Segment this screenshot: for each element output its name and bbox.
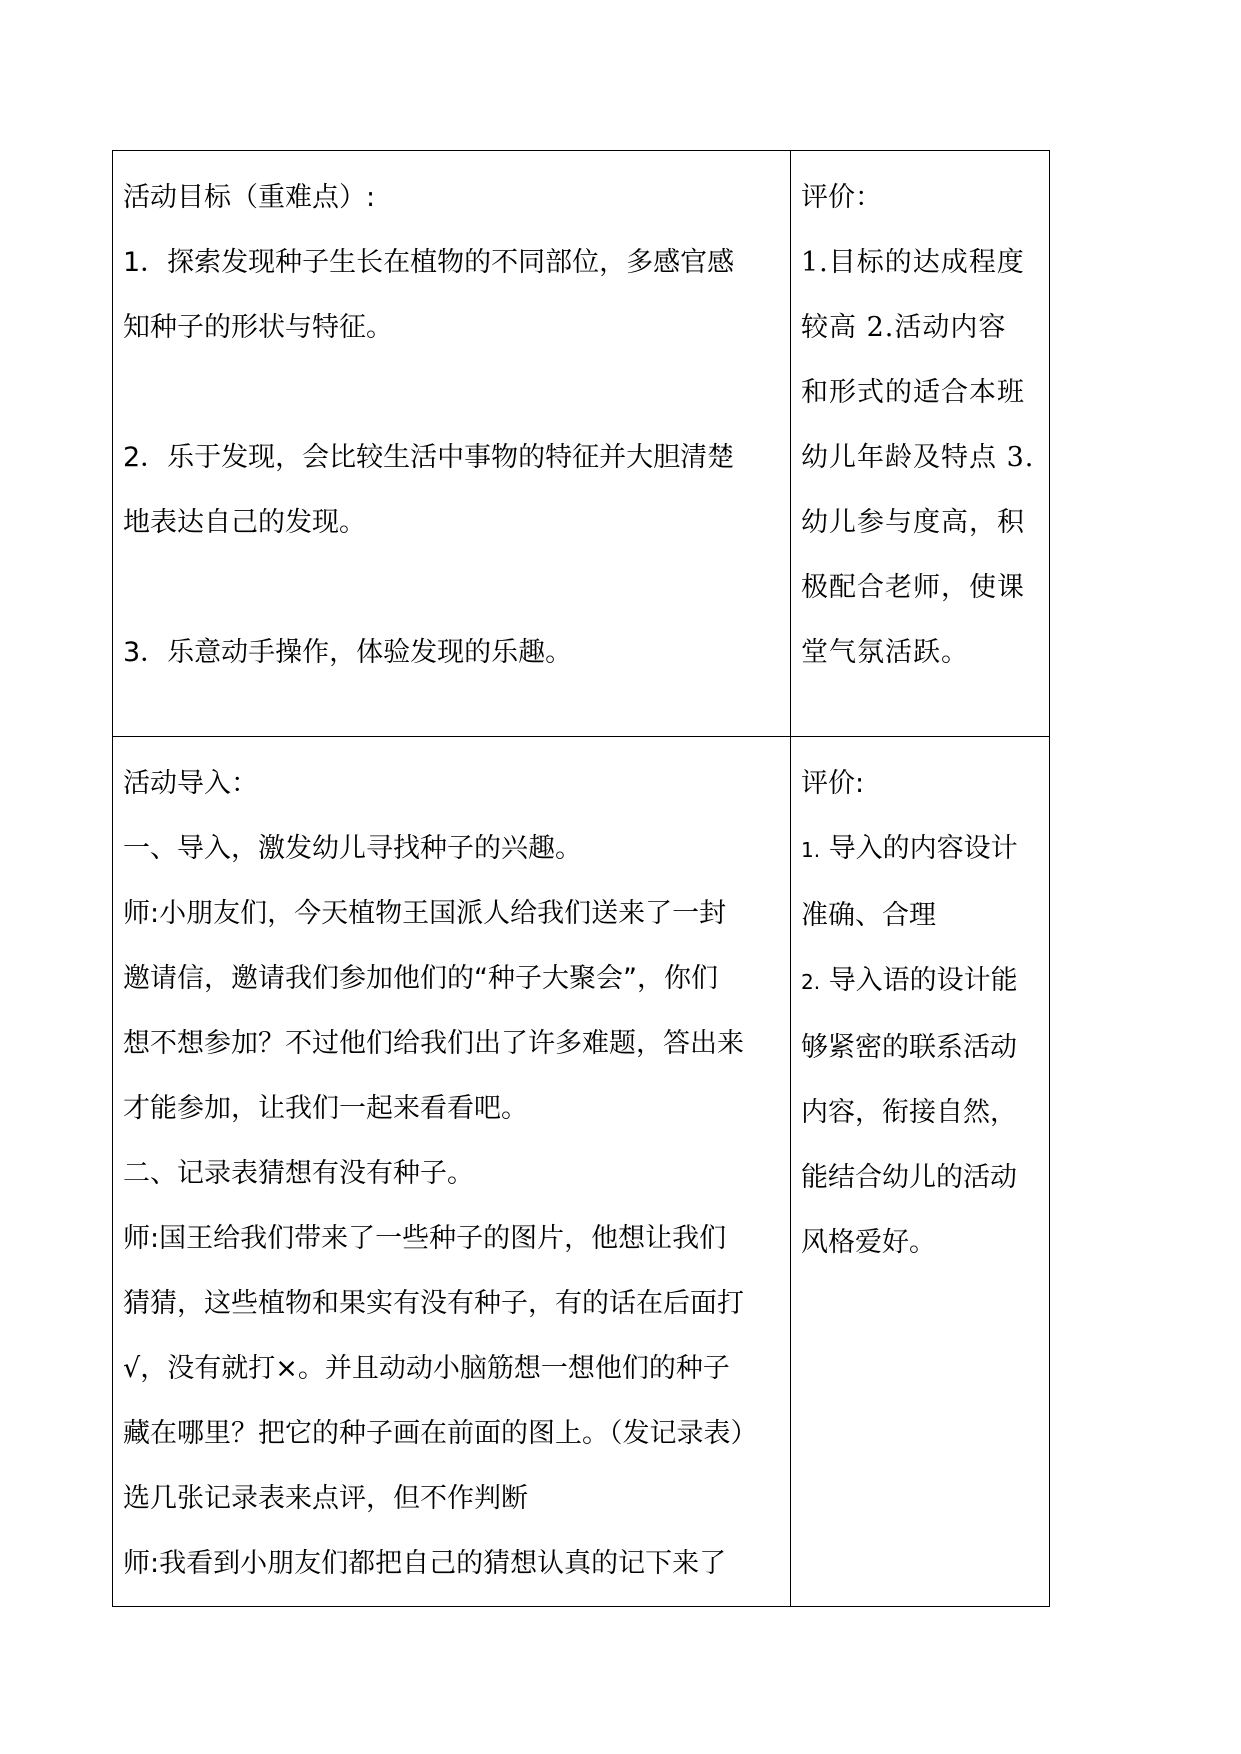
introduction-title: 活动导入： [123, 768, 258, 799]
evaluation-line: 内容，衔接自然， [801, 1097, 1017, 1128]
evaluation-item-number: 2. [801, 970, 821, 994]
introduction-line: 选几张记录表来点评，但不作判断 [123, 1483, 528, 1514]
lesson-plan-table [112, 150, 1050, 1607]
evaluation-title: 评价: [801, 768, 865, 799]
evaluation-item-text: 导入的内容设计 [828, 833, 1018, 864]
evaluation-line: 幼儿年龄及特点 3. [801, 442, 1035, 473]
evaluation-line: 风格爱好。 [801, 1227, 936, 1258]
evaluation-item-number: 1. [801, 838, 821, 862]
spacer [123, 555, 780, 620]
goal-3-line: 3．乐意动手操作，体验发现的乐趣。 [123, 637, 573, 668]
evaluation-line: 够紧密的联系活动 [801, 1032, 1017, 1063]
introduction-line: 想不想参加？不过他们给我们出了许多难题，答出来 [123, 1028, 744, 1059]
goal-1-line-2: 知种子的形状与特征。 [123, 312, 393, 343]
evaluation-line: 堂气氛活跃。 [801, 637, 969, 668]
introduction-line: 师:国王给我们带来了一些种子的图片，他想让我们 [123, 1223, 727, 1254]
goal-2-line-1: 2．乐于发现，会比较生活中事物的特征并大胆清楚 [123, 442, 735, 473]
introduction-line: 邀请信，邀请我们参加他们的“种子大聚会”，你们 [123, 963, 718, 994]
objectives-evaluation-cell [791, 151, 1050, 737]
evaluation-title: 评价： [801, 182, 882, 213]
evaluation-line: 准确、合理 [801, 900, 936, 931]
objectives-cell [113, 151, 791, 737]
evaluation-item-1 [801, 816, 1039, 883]
evaluation-line: 能结合幼儿的活动 [801, 1162, 1017, 1193]
evaluation-line: 较高 2.活动内容 [801, 312, 1007, 343]
introduction-line: 二、记录表猜想有没有种子。 [123, 1158, 474, 1189]
introduction-line: √，没有就打×。并且动动小脑筋想一想他们的种子 [123, 1353, 730, 1384]
evaluation-line: 极配合老师，使课 [801, 572, 1025, 603]
spacer [123, 360, 780, 425]
objectives-title: 活动目标（重难点）: [123, 182, 376, 213]
introduction-line: 藏在哪里？把它的种子画在前面的图上。（发记录表） [123, 1418, 758, 1449]
evaluation-item-text: 导入语的设计能 [828, 965, 1018, 996]
table-row-introduction [113, 737, 1050, 1607]
introduction-cell [113, 737, 791, 1607]
introduction-line: 师:我看到小朋友们都把自己的猜想认真的记下来了 [123, 1548, 727, 1579]
goal-1-line-1: 1．探索发现种子生长在植物的不同部位，多感官感 [123, 247, 735, 278]
evaluation-line: 1.目标的达成程度 [801, 247, 1025, 278]
introduction-line: 猜猜，这些植物和果实有没有种子，有的话在后面打 [123, 1288, 744, 1319]
introduction-line: 才能参加，让我们一起来看看吧。 [123, 1093, 528, 1124]
introduction-line: 师:小朋友们，今天植物王国派人给我们送来了一封 [123, 898, 727, 929]
evaluation-line: 幼儿参与度高，积 [801, 507, 1025, 538]
table-row-objectives [113, 151, 1050, 737]
goal-2-line-2: 地表达自己的发现。 [123, 507, 366, 538]
evaluation-line: 和形式的适合本班 [801, 377, 1025, 408]
evaluation-item-2 [801, 948, 1039, 1015]
introduction-line: 一、导入，激发幼儿寻找种子的兴趣。 [123, 833, 582, 864]
introduction-evaluation-cell [791, 737, 1050, 1607]
